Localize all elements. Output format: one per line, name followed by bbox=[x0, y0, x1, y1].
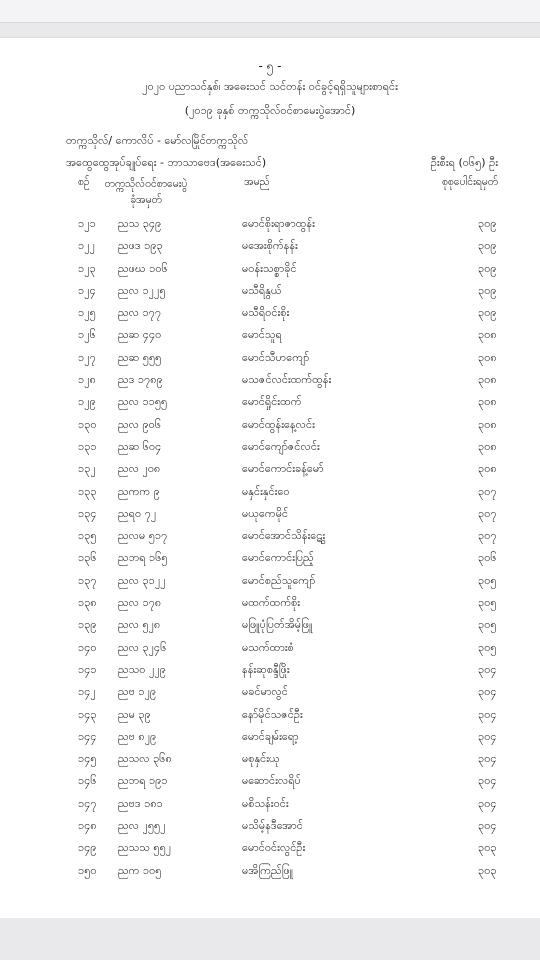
student-name: နော်မိုင်သဇင်ဦး bbox=[242, 707, 303, 721]
table-row bbox=[0, 214, 540, 236]
table-row bbox=[0, 370, 540, 392]
row-number: ၁၄၅ bbox=[78, 752, 97, 766]
row-number: ၁၃၂ bbox=[78, 462, 96, 476]
total-score: ၃၀၈ bbox=[478, 439, 497, 453]
table-row bbox=[0, 526, 540, 548]
row-number: ၁၄၈ bbox=[78, 819, 97, 833]
roll-number: ညဆ ၅၅၅ bbox=[118, 350, 162, 364]
student-name: မောင်ကျော်ဇင်လင်း bbox=[242, 439, 320, 453]
table-row bbox=[0, 660, 540, 682]
total-score: ၃၀၈ bbox=[478, 328, 497, 342]
roll-number: ညလ ၁၁၅၅ bbox=[118, 395, 168, 409]
total-score: ၃၀၈ bbox=[478, 417, 497, 431]
document-title: ၂၀၂၀ ပညာသင်နှစ်၊ အဓေးသင် သင်တန်း ဝင်ခွင့်ရရှိသူများစာရင်း bbox=[142, 80, 398, 93]
table-row bbox=[0, 281, 540, 303]
table-row bbox=[0, 392, 540, 414]
student-name: မောင်စည်သူကျော် bbox=[242, 573, 316, 587]
total-score: ၃၀၄ bbox=[478, 819, 497, 833]
table-row bbox=[0, 682, 540, 704]
row-number: ၁၂၄ bbox=[78, 283, 96, 297]
roll-number: ညဆ ၄၄၀ bbox=[118, 328, 162, 342]
total-score: ၃၀၉ bbox=[478, 306, 497, 320]
university-line: တက္ကသိုလ်/ ကောလိပ် - မော်လမြိုင်တက္ကသိုလ် bbox=[66, 134, 249, 147]
table-row bbox=[0, 638, 540, 660]
roll-number: ညသ၀ ၂၂၉ bbox=[118, 662, 166, 676]
row-number: ၁၂၅ bbox=[78, 306, 96, 320]
app-bottom-area bbox=[0, 918, 540, 960]
table-row bbox=[0, 861, 540, 883]
student-name: မအိကြည်ဖြူ bbox=[242, 863, 293, 877]
total-score: ၃၀၃ bbox=[478, 841, 497, 855]
roll-number: ညဘရ ၁၆၅ bbox=[118, 551, 168, 565]
roll-number: ညသသ ၅၅၂ bbox=[118, 841, 172, 855]
student-name: မောင်ထွန်းနေ့လင်း bbox=[242, 417, 315, 431]
major-line: အထွေထွေအုပ်ချုပ်ရေး - ဘာသာဗေဒ(အဓေးသင်) bbox=[66, 156, 267, 169]
roll-number: ညလ ၃၂၄၆ bbox=[118, 640, 167, 654]
student-name: မသီရိဝင်းစိုး bbox=[242, 306, 290, 320]
roll-number: ညဗဒ ၁၈၁ bbox=[118, 796, 163, 810]
total-score: ၃၀၄ bbox=[478, 752, 497, 766]
total-score: ၃၀၉ bbox=[478, 283, 497, 297]
table-row bbox=[0, 303, 540, 325]
row-number: ၁၂၇ bbox=[78, 350, 96, 364]
app-top-bar bbox=[0, 0, 540, 23]
total-score: ၃၀၆ bbox=[478, 551, 497, 565]
table-row bbox=[0, 771, 540, 793]
table-row bbox=[0, 571, 540, 593]
roll-number: ညက ၁၀၅ bbox=[118, 863, 162, 877]
student-name: မဆောင်းလရိပ် bbox=[242, 774, 301, 788]
row-number: ၁၂၂ bbox=[78, 239, 95, 253]
roll-number: ညလ ၉၀၆ bbox=[118, 417, 162, 431]
roll-number: ညမ ၃၉ bbox=[118, 707, 151, 721]
student-name: မောင်ကောင်းခန့်မော် bbox=[242, 462, 324, 476]
roll-number: ညလ ၂၅၅၂ bbox=[118, 819, 166, 833]
roll-number: ညလ ၁၂၂၅ bbox=[118, 283, 166, 297]
student-name: မဖြူပုံပြတ်အိမ့်ဖြူ bbox=[242, 618, 313, 632]
table-row bbox=[0, 615, 540, 637]
student-name: မအေးစိုက်နန်း bbox=[242, 239, 298, 253]
total-score: ၃၀၉ bbox=[478, 217, 497, 230]
row-number: ၁၄၁ bbox=[78, 662, 97, 676]
row-number: ၁၂၁ bbox=[78, 217, 96, 230]
total-score: ၃၀၄ bbox=[478, 796, 497, 810]
roll-number: ညလ ၁၇၇ bbox=[118, 306, 162, 320]
roll-number: ညဆ ၆၀၄ bbox=[118, 439, 162, 453]
table-row bbox=[0, 749, 540, 771]
roll-number: ညဒ ၁၇၈၉ bbox=[118, 373, 163, 387]
student-name: မယုကေမိုင် bbox=[242, 506, 289, 520]
roll-number: ညဖဒ ၁၉၃ bbox=[118, 239, 163, 253]
row-number: ၁၃၆ bbox=[78, 551, 97, 565]
row-number: ၁၃၁ bbox=[78, 439, 97, 453]
table-row bbox=[0, 794, 540, 816]
total-score: ၃၀၉ bbox=[478, 239, 497, 253]
row-number: ၁၃၅ bbox=[78, 529, 97, 543]
row-number: ၁၃၇ bbox=[78, 573, 97, 587]
page-number: - ၅ - bbox=[258, 59, 282, 73]
roll-number: ညဖဃ ၁၀၆ bbox=[118, 261, 168, 275]
student-name: မနှင်းနှင်းဝေ bbox=[242, 484, 290, 498]
table-row bbox=[0, 705, 540, 727]
total-score: ၃၀၄ bbox=[478, 774, 497, 788]
student-name: နန်းဆုစန္ဒီဖြိုး bbox=[242, 662, 290, 676]
roll-number: ညကက ၉ bbox=[118, 484, 160, 498]
student-name: မောင်အောင်သိန်းဋွေး bbox=[242, 529, 326, 543]
table-row bbox=[0, 593, 540, 615]
roll-number: ညဗ ၁၂၉ bbox=[118, 685, 157, 699]
student-name: မောင်စိုးရာဇာထွန်း bbox=[242, 217, 315, 230]
student-name: မောင်ဝင်းလွင်ဦး bbox=[242, 841, 306, 855]
row-number: ၁၂၃ bbox=[78, 261, 96, 275]
total-score: ၃၀၅ bbox=[478, 573, 497, 587]
roll-number: ညလ ၂၀၈ bbox=[118, 462, 161, 476]
student-name: မောင်ချမ်းရော့ bbox=[242, 729, 299, 743]
student-name: မောင်ကောင်းပြည့် bbox=[242, 551, 314, 565]
roll-number: ညလ ၅၂၈ bbox=[118, 618, 161, 632]
document-subtitle: (၂၀၁၉ ခုနှစ် တက္ကသိုလ်ဝင်စာမေးပွဲအောင်) bbox=[184, 104, 356, 117]
table-row bbox=[0, 482, 540, 504]
total-score: ၃၀၇ bbox=[478, 506, 497, 520]
total-score: ၃၀၇ bbox=[478, 484, 497, 498]
table-row bbox=[0, 325, 540, 347]
row-number: ၁၃၉ bbox=[78, 618, 97, 632]
table-row bbox=[0, 437, 540, 459]
table-row bbox=[0, 504, 540, 526]
total-score: ၃၀၇ bbox=[478, 529, 497, 543]
student-name: မစိသန်းဝင်း bbox=[242, 796, 289, 810]
student-name: မသက်ထားစံ bbox=[242, 640, 294, 654]
header-total: စုစုပေါင်းရမှတ် bbox=[441, 176, 498, 188]
total-score: ၃၀၄ bbox=[478, 685, 497, 699]
row-number: ၁၅၀ bbox=[78, 863, 97, 877]
student-name: မစုနှင်းယု bbox=[242, 752, 280, 766]
table-row bbox=[0, 259, 540, 281]
table-row bbox=[0, 548, 540, 570]
row-number: ၁၂၆ bbox=[78, 328, 96, 342]
student-name: မထက်ထက်စိုး bbox=[242, 596, 301, 610]
row-number: ၁၃၀ bbox=[78, 417, 97, 431]
student-name: မောင်ရှိုင်းထက် bbox=[242, 395, 302, 409]
header-roll-line2: ခုံအမှတ် bbox=[130, 194, 162, 206]
total-score: ၃၀၈ bbox=[478, 395, 497, 409]
header-roll-line1: တက္ကသိုလ်ဝင်စာမေးပွဲ bbox=[104, 178, 188, 190]
roll-number: ညလ ၁၇၈ bbox=[118, 596, 162, 610]
total-score: ၃၀၃ bbox=[478, 863, 497, 877]
student-name: မဝန်းသစ္စာခိုင် bbox=[242, 261, 297, 275]
header-name: အမည် bbox=[244, 176, 270, 188]
table-row bbox=[0, 727, 540, 749]
roll-number: ညရ၀ ၇၂ bbox=[118, 506, 157, 520]
total-score: ၃၀၅ bbox=[478, 640, 497, 654]
row-number: ၁၃၄ bbox=[78, 506, 97, 520]
quota-label: ဦးစီးရ (၀၆၅) ဦး bbox=[430, 156, 498, 169]
student-name: မသဇင်လင်းထက်ထွန်း bbox=[242, 373, 332, 387]
table-row bbox=[0, 816, 540, 838]
row-number: ၁၄၄ bbox=[78, 729, 97, 743]
row-number: ၁၄၀ bbox=[78, 640, 97, 654]
table-row bbox=[0, 838, 540, 860]
header-roll bbox=[100, 176, 192, 208]
table-row bbox=[0, 348, 540, 370]
student-name: မခင်မာလွင် bbox=[242, 685, 288, 699]
roll-number: ညသ ၃၄၉ bbox=[118, 217, 162, 230]
total-score: ၃၀၅ bbox=[478, 596, 497, 610]
table-row bbox=[0, 459, 540, 481]
roll-number: ညဗ ၈၂၉ bbox=[118, 729, 157, 743]
row-number: ၁၄၆ bbox=[78, 774, 97, 788]
roll-number: ညလမ ၅၁၇ bbox=[118, 529, 168, 543]
student-name: မောင်သူရ bbox=[242, 328, 282, 342]
row-number: ၁၄၂ bbox=[78, 685, 96, 699]
total-score: ၃၀၈ bbox=[478, 373, 497, 387]
student-name: မသိမ့်နဒီအောင် bbox=[242, 819, 303, 833]
table-row bbox=[0, 415, 540, 437]
row-number: ၁၂၉ bbox=[78, 395, 96, 409]
row-number: ၁၄၇ bbox=[78, 796, 97, 810]
table-row bbox=[0, 236, 540, 258]
total-score: ၃၀၈ bbox=[478, 462, 497, 476]
results-table bbox=[0, 214, 540, 883]
total-score: ၃၀၄ bbox=[478, 707, 497, 721]
total-score: ၃၀၈ bbox=[478, 350, 497, 364]
row-number: ၁၃၈ bbox=[78, 596, 97, 610]
student-name: မသီရိနွယ် bbox=[242, 283, 282, 297]
total-score: ၃၀၅ bbox=[478, 618, 497, 632]
roll-number: ညလ ၃၁၂၂ bbox=[118, 573, 166, 587]
total-score: ၃၀၉ bbox=[478, 261, 497, 275]
row-number: ၁၄၃ bbox=[78, 707, 97, 721]
total-score: ၃၀၄ bbox=[478, 729, 497, 743]
roll-number: ညသလ ၃၆၈ bbox=[118, 752, 172, 766]
total-score: ၃၀၄ bbox=[478, 662, 497, 676]
row-number: ၁၂၈ bbox=[78, 373, 96, 387]
row-number: ၁၃၃ bbox=[78, 484, 97, 498]
header-no: စဉ် bbox=[78, 176, 90, 188]
row-number: ၁၄၉ bbox=[78, 841, 97, 855]
roll-number: ညဘရ ၁၉၁ bbox=[118, 774, 168, 788]
student-name: မောင်သီဟကျော် bbox=[242, 350, 310, 364]
document-page bbox=[0, 38, 540, 918]
